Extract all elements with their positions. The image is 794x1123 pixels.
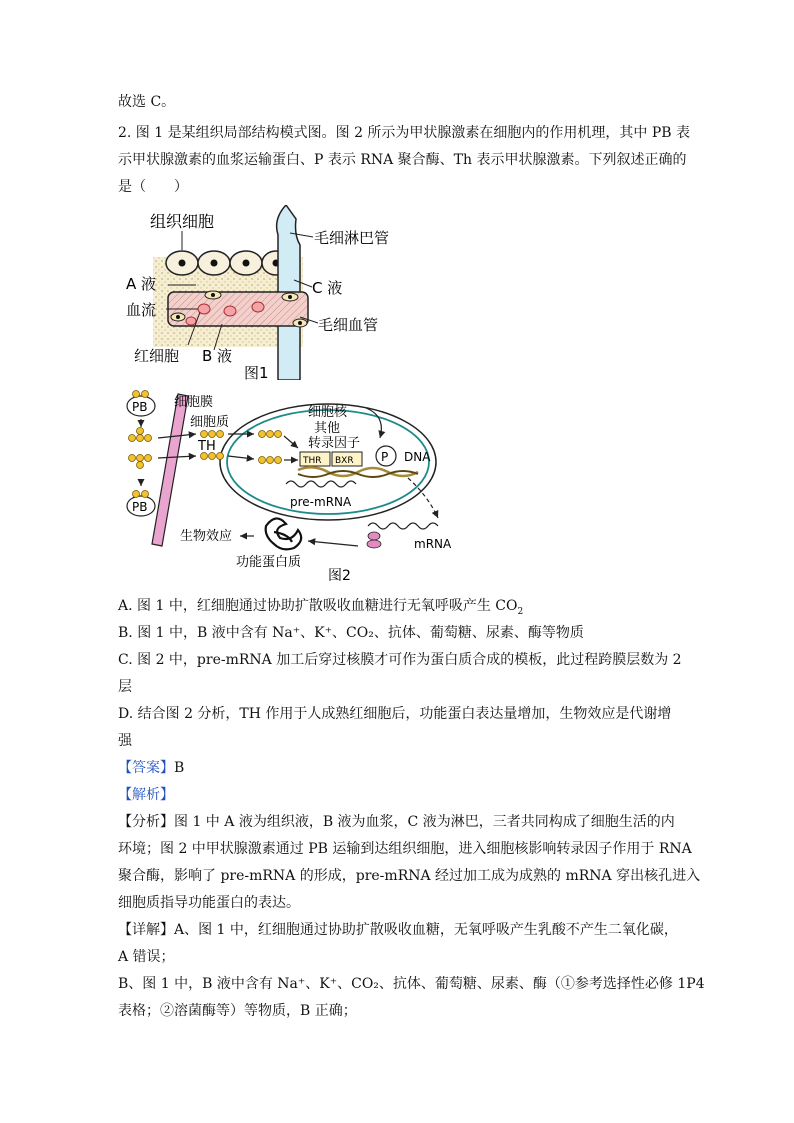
fig2-label-effect: 生物效应 (180, 529, 233, 544)
fig2-label-other: 其他 (314, 421, 341, 436)
option-c-line-1: C. 图 2 中，pre-mRNA 加工后穿过核膜才可作为蛋白质合成的模板，此过程跨膜层数为 2 (118, 652, 682, 668)
xiangjie-text-1: A、图 1 中，红细胞通过协助扩散吸收血糖，无氧呼吸产生乳酸不产生二氧化碳， (174, 922, 678, 938)
svg-text:THR: THR (303, 456, 322, 466)
svg-text:P: P (381, 450, 389, 464)
svg-text:PB: PB (132, 400, 148, 414)
fig1-label-a: A 液 (126, 275, 157, 293)
fig1-label-b: B 液 (202, 347, 233, 365)
fig1-label-rbc: 红细胞 (134, 347, 180, 365)
pre-mrna-strand (286, 481, 356, 487)
fig1-label-tissue-cell: 组织细胞 (150, 212, 215, 231)
fig1-caption: 图1 (244, 364, 269, 380)
pb-top (127, 391, 155, 417)
fig2-caption: 图2 (328, 568, 351, 584)
option-b: B. 图 1 中，B 液中含有 Na⁺、K⁺、CO₂、抗体、葡萄糖、尿素、酶等物质 (118, 625, 584, 641)
fenxi-line-1 (118, 813, 675, 831)
fenxi-line-3: 聚合酶，影响了 pre-mRNA 的形成，pre-mRNA 经过加工成为成熟的 mRNA 穿出核孔进入 (118, 868, 701, 884)
cell-membrane (152, 394, 188, 546)
option-d-line-2: 强 (118, 733, 132, 749)
fig1-label-capillary: 毛细血管 (318, 316, 379, 334)
analysis-label: 【解析】 (118, 787, 174, 803)
fig2-label-dna: DNA (404, 450, 431, 464)
fig1-label-c: C 液 (312, 279, 343, 297)
question-stem-line-2: 示甲状腺激素的血浆运输蛋白、P 表示 RNA 聚合酶、Th 表示甲状腺激素。下列叙述正确的 (118, 152, 687, 168)
xiangjie-line-2: A 错误； (118, 949, 175, 965)
figure-1 (118, 205, 418, 380)
figure-2 (118, 386, 478, 586)
analysis-label-line (118, 786, 174, 804)
answer-label: 【答案】 (118, 760, 174, 776)
fig2-label-tf: 转录因子 (308, 436, 361, 451)
xiangjie-line-4: 表格；②溶菌酶等）等物质，B 正确； (118, 1003, 357, 1019)
rna-polymerase (376, 446, 396, 466)
fig2-label-protein: 功能蛋白质 (236, 555, 302, 570)
option-a (118, 597, 523, 615)
fig2-label-cytoplasm: 细胞质 (190, 415, 230, 430)
fig2-label-pre-mrna: pre-mRNA (290, 495, 352, 509)
fig1-label-lymph: 毛细淋巴管 (314, 229, 390, 247)
svg-text:PB: PB (132, 500, 148, 514)
fenxi-line-2: 环境；图 2 中甲状腺激素通过 PB 运输到达组织细胞，进入细胞核影响转录因子作用于 RNA (118, 841, 692, 857)
fenxi-label: 【分析】 (118, 814, 174, 830)
xiangjie-line-3: B、图 1 中，B 液中含有 Na⁺、K⁺、CO₂、抗体、葡萄糖、尿素、酶（①参考选择性必修 1P4 (118, 976, 705, 992)
pb-bottom (127, 491, 155, 517)
functional-protein (266, 518, 302, 549)
fig2-label-mrna: mRNA (414, 537, 452, 551)
mrna-strand (368, 523, 438, 529)
fig1-label-blood: 血流 (126, 301, 157, 319)
fenxi-text-1: 图 1 中 A 液为组织液，B 液为血浆，C 液为淋巴，三者共同构成了细胞生活的内 (174, 814, 675, 830)
fig2-label-nucleus: 细胞核 (308, 405, 348, 420)
xiangjie-line-1 (118, 921, 678, 939)
fenxi-line-4: 细胞质指导功能蛋白的表达。 (118, 895, 300, 911)
ribosome (367, 532, 381, 548)
option-a-text: A. 图 1 中，红细胞通过协助扩散吸收血糖进行无氧呼吸产生 CO (118, 598, 518, 614)
fig2-label-th: TH (198, 439, 216, 454)
question-stem-line-1: 2. 图 1 是某组织局部结构模式图。图 2 所示为甲状腺激素在细胞内的作用机理，其中 PB 表 (118, 125, 691, 141)
option-a-sub: 2 (517, 606, 524, 617)
svg-text:BXR: BXR (335, 456, 354, 466)
lead-line: 故选 C。 (118, 94, 176, 110)
question-stem-line-3: 是（ ） (118, 179, 188, 195)
answer-line (118, 759, 184, 777)
option-d-line-1: D. 结合图 2 分析，TH 作用于人成熟红细胞后，功能蛋白表达量增加，生物效应是代谢增 (118, 706, 672, 722)
option-c-line-2: 层 (118, 679, 132, 695)
receptor-complex (300, 452, 362, 466)
fig2-label-membrane: 细胞膜 (174, 395, 214, 410)
answer-value: B (174, 760, 185, 776)
xiangjie-label: 【详解】 (118, 922, 174, 938)
